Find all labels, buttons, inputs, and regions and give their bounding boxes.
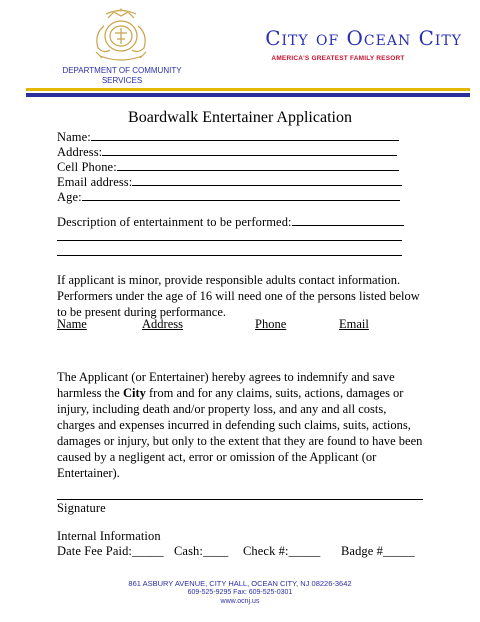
cell-phone-label: Cell Phone: bbox=[57, 160, 117, 174]
address-field[interactable] bbox=[57, 145, 397, 160]
form-title: Boardwalk Entertainer Application bbox=[128, 109, 352, 126]
description-line-3-rule[interactable] bbox=[57, 245, 402, 256]
name-line[interactable] bbox=[91, 130, 399, 141]
cell-phone-line[interactable] bbox=[117, 160, 399, 171]
description-label: Description of entertainment to be performed: bbox=[57, 215, 292, 229]
gold-divider bbox=[26, 88, 470, 91]
footer-website[interactable]: www.ocnj.us bbox=[220, 598, 260, 605]
description-line-3[interactable] bbox=[57, 245, 402, 260]
description-line-2-rule[interactable] bbox=[57, 230, 402, 241]
minor-notice: If applicant is minor, provide responsible adults contact information. Performers under the age of 16 will need one of the persons listed below to be present during performance. bbox=[57, 273, 420, 319]
description-field[interactable] bbox=[57, 215, 404, 230]
age-line[interactable] bbox=[82, 190, 400, 201]
date-fee-paid-field[interactable]: Date Fee Paid:_____ bbox=[57, 544, 164, 558]
age-label: Age: bbox=[57, 190, 82, 204]
indemnity-text-end: from and for any claims, suits, actions, damages or injury, including death and/or property loss, and any and all costs, charges and expenses incurred in defending such claims, suits, actions, damages or injury, but only to the extent that they are found to have been caused by a negligent act, error or omission of the Applicant (or Entertainer). bbox=[57, 386, 423, 480]
indemnity-clause bbox=[57, 369, 427, 481]
indemnity-city-bold: City bbox=[122, 386, 146, 400]
address-label: Address: bbox=[57, 145, 103, 159]
email-label: Email address: bbox=[57, 175, 133, 189]
badge-number-field[interactable]: Badge #_____ bbox=[341, 544, 415, 558]
column-name: Name bbox=[57, 317, 87, 331]
internal-info-heading: Internal Information bbox=[57, 529, 161, 543]
description-line-1[interactable] bbox=[292, 215, 404, 226]
blue-divider bbox=[26, 93, 470, 97]
column-address: Address bbox=[142, 317, 183, 331]
check-number-field[interactable]: Check #:_____ bbox=[243, 544, 321, 558]
indemnity-text-start: The Applicant (or Entertainer) hereby agrees to indemnify and save harmless the bbox=[57, 370, 395, 400]
name-field[interactable] bbox=[57, 130, 399, 145]
column-email: Email bbox=[339, 317, 369, 331]
city-seal-logo bbox=[84, 6, 158, 64]
cash-field[interactable]: Cash:____ bbox=[174, 544, 229, 558]
footer-phone: 609-525-9295 Fax: 609-525-0301 bbox=[187, 589, 293, 596]
footer-address: 861 ASBURY AVENUE, CITY HALL, OCEAN CITY, NJ 08226-3642 bbox=[128, 579, 352, 588]
city-title: City of Ocean City bbox=[265, 26, 462, 50]
signature-line[interactable] bbox=[57, 499, 423, 500]
department-name: DEPARTMENT OF COMMUNITY SERVICES bbox=[62, 66, 182, 85]
signature-label: Signature bbox=[57, 501, 106, 515]
cell-phone-field[interactable] bbox=[57, 160, 399, 175]
tagline: AMERICA'S GREATEST FAMILY RESORT bbox=[271, 55, 405, 62]
age-field[interactable] bbox=[57, 190, 400, 205]
email-field[interactable] bbox=[57, 175, 402, 190]
email-line[interactable] bbox=[132, 175, 402, 186]
address-line[interactable] bbox=[102, 145, 397, 156]
column-phone: Phone bbox=[255, 317, 287, 331]
description-line-2[interactable] bbox=[57, 230, 402, 245]
name-label: Name: bbox=[57, 130, 91, 144]
